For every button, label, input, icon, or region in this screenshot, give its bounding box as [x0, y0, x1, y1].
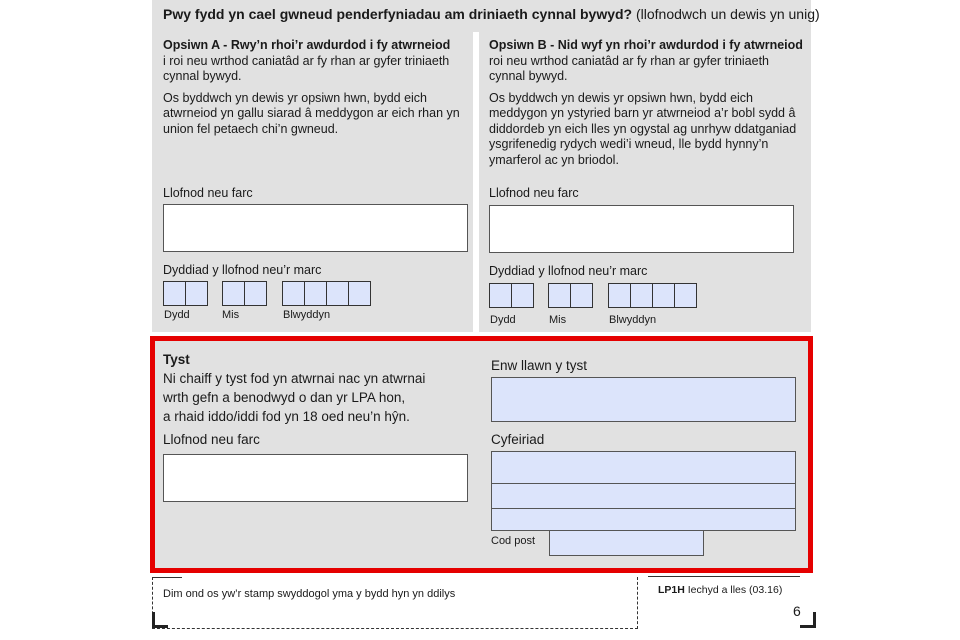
witness-title: Tyst — [163, 352, 190, 367]
witness-line: a rhaid iddo/iddi fod yn 18 oed neu’n hŷn. — [163, 409, 410, 424]
stamp-text: Dim ond os yw’r stamp swyddogol yma y bydd hyn yn ddilys — [163, 588, 456, 600]
option-a-line: atwrneiod yn gallu siarad â meddygon ar eich rhan yn — [163, 106, 460, 120]
option-a-month-label: Mis — [222, 309, 240, 321]
option-b-signature-field[interactable] — [489, 205, 794, 253]
stamp-box — [152, 577, 638, 629]
form-reference — [658, 584, 782, 596]
option-b-title: Opsiwn B - Nid wyf yn rhoi’r awdurdod i fy atwrneiod — [489, 38, 803, 52]
option-a-month-cells[interactable] — [222, 281, 266, 306]
witness-address-line-3[interactable] — [491, 508, 796, 531]
crop-mark-left — [152, 612, 168, 628]
option-b-line: ymarferol ac yn briodol. — [489, 152, 619, 167]
page-number: 6 — [793, 603, 801, 619]
crop-mark-right — [800, 612, 816, 628]
option-b-line: diddordeb yn eich lles yn ogystal ag unrhyw ddatganiad — [489, 121, 797, 136]
option-a-year-cells[interactable] — [282, 281, 370, 306]
option-b-day-cells[interactable] — [489, 283, 533, 308]
question-text: Pwy fydd yn cael gwneud penderfyniadau am driniaeth cynnal bywyd? — [163, 6, 633, 22]
witness-name-label: Enw llawn y tyst — [491, 358, 588, 373]
witness-postcode-field[interactable] — [549, 530, 704, 556]
witness-line: Ni chaiff y tyst fod yn atwrnai nac yn atwrnai — [163, 371, 426, 386]
form-name: Iechyd a lles (03.16) — [687, 584, 783, 596]
option-a-signature-field[interactable] — [163, 204, 468, 252]
option-b-month-cells[interactable] — [548, 283, 592, 308]
option-a-year-label: Blwyddyn — [283, 309, 331, 321]
option-a-day-cells[interactable] — [163, 281, 207, 306]
witness-postcode-label: Cod post — [491, 535, 536, 547]
option-b-year-label: Blwyddyn — [609, 314, 657, 326]
option-b-month-label: Mis — [549, 314, 567, 326]
option-b-year-cells[interactable] — [608, 283, 696, 308]
option-a-text — [163, 38, 468, 137]
option-b-line: meddygon yn ystyried barn yr atwrneiod a’r bobl sydd â — [489, 106, 796, 120]
option-a-day-label: Dydd — [164, 309, 190, 321]
option-a-signature-label: Llofnod neu farc — [163, 186, 253, 200]
witness-signature-field[interactable] — [163, 454, 468, 502]
option-b-line: Os byddwch yn dewis yr opsiwn hwn, bydd eich — [489, 90, 754, 105]
option-b-signature-label: Llofnod neu farc — [489, 186, 579, 200]
option-a-line: union fel petaech chi’n gwneud. — [163, 121, 339, 136]
option-a-title: Opsiwn A - Rwy’n rhoi’r awdurdod i fy atwrneiod — [163, 38, 451, 52]
question-heading — [163, 6, 820, 22]
option-a-line: cynnal bywyd. — [163, 69, 242, 83]
option-b-line: ysgrifenedig rydych wedi’i wneud, lle bydd hynny’n — [489, 137, 769, 151]
witness-line: wrth gefn a benodwyd o dan yr LPA hon, — [163, 390, 406, 405]
option-a-line: Os byddwch yn dewis yr opsiwn hwn, bydd eich — [163, 90, 428, 105]
option-b-line: roi neu wrthod caniatâd ar fy rhan ar gyfer triniaeth — [489, 53, 770, 68]
option-b-day-label: Dydd — [490, 314, 516, 326]
witness-address-line-2[interactable] — [491, 483, 796, 509]
option-b-text — [489, 38, 807, 168]
footer-rule — [648, 576, 800, 577]
witness-address-line-1[interactable] — [491, 451, 796, 484]
witness-name-field[interactable] — [491, 377, 796, 422]
witness-text — [163, 350, 473, 426]
option-a-line: i roi neu wrthod caniatâd ar fy rhan ar gyfer triniaeth — [163, 53, 450, 68]
stamp-box-corner — [152, 577, 182, 578]
question-hint: (llofnodwch un dewis yn unig) — [636, 6, 820, 22]
witness-signature-label: Llofnod neu farc — [163, 432, 260, 447]
witness-address-label: Cyfeiriad — [491, 432, 545, 447]
option-a-date-label: Dyddiad y llofnod neu’r marc — [163, 263, 322, 277]
form-code: LP1H — [658, 584, 685, 596]
option-b-line: cynnal bywyd. — [489, 69, 568, 83]
option-b-date-label: Dyddiad y llofnod neu’r marc — [489, 264, 648, 278]
